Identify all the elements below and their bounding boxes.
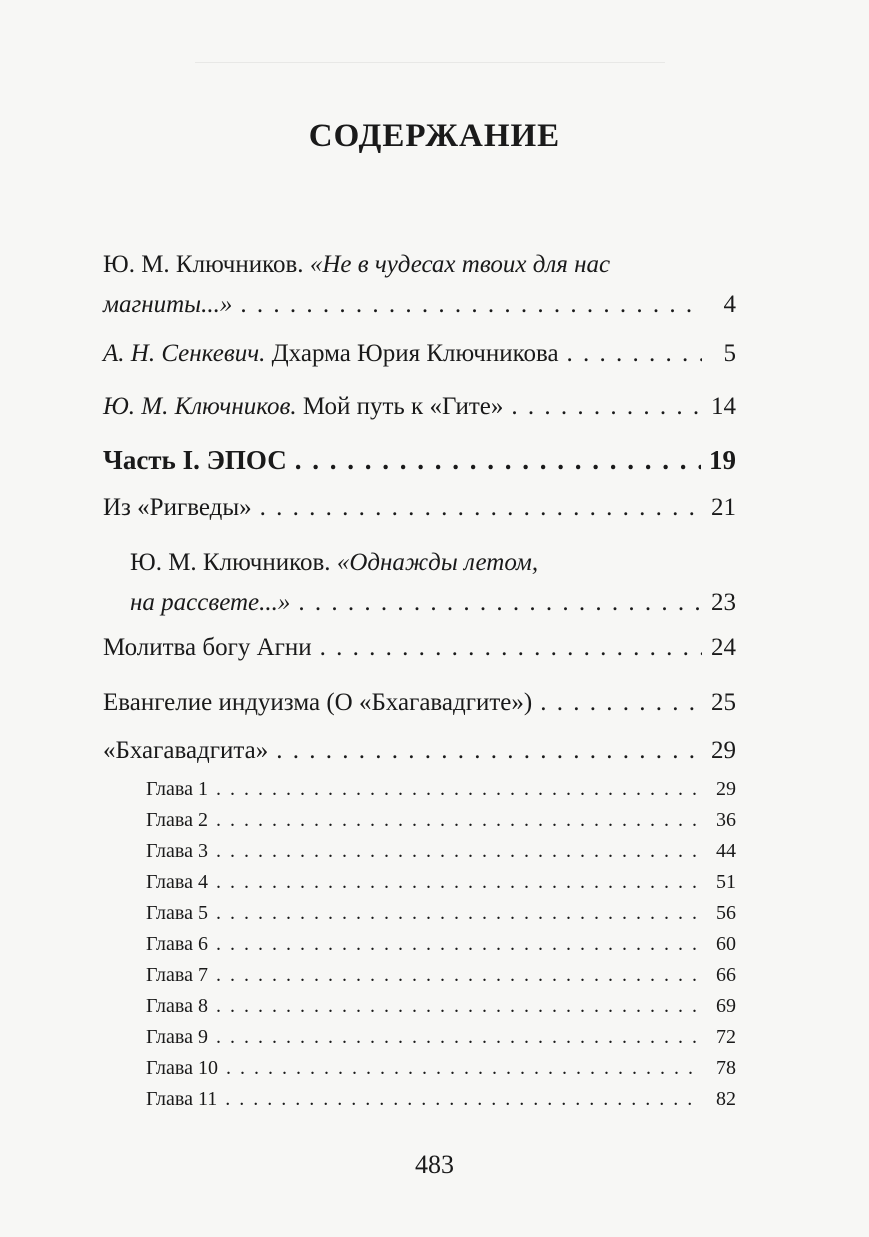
toc-entry[interactable] bbox=[103, 245, 736, 325]
chapter-title: Глава 9 bbox=[146, 1026, 208, 1048]
toc-title: Молитва богу Агни bbox=[103, 634, 312, 661]
toc-chapter[interactable] bbox=[146, 991, 736, 1021]
dot-leader bbox=[567, 334, 702, 374]
toc-page-number: 4 bbox=[723, 291, 736, 318]
chapter-title: Глава 4 bbox=[146, 871, 208, 893]
toc-entry[interactable] bbox=[103, 731, 736, 771]
dot-leader bbox=[216, 867, 702, 897]
toc-title: Мой путь к «Гите» bbox=[302, 393, 504, 420]
toc-chapter[interactable] bbox=[146, 805, 736, 835]
toc-author: А. Н. Сенкевич. bbox=[103, 340, 266, 367]
chapter-page-number: 36 bbox=[716, 809, 736, 831]
toc-page-number: 5 bbox=[723, 340, 736, 367]
page-title: СОДЕРЖАНИЕ bbox=[308, 118, 561, 154]
chapter-page-number: 44 bbox=[716, 840, 736, 862]
toc-title: Евангелие индуизма (О «Бхагавадгите») bbox=[103, 689, 533, 716]
dot-leader bbox=[260, 488, 702, 528]
chapter-page-number: 66 bbox=[716, 964, 736, 986]
bleed-through-mark bbox=[195, 62, 665, 77]
dot-leader bbox=[216, 774, 702, 804]
toc-entry[interactable] bbox=[103, 387, 736, 427]
toc-chapter[interactable] bbox=[146, 929, 736, 959]
toc-chapter[interactable] bbox=[146, 1022, 736, 1052]
dot-leader bbox=[216, 898, 702, 928]
toc-title-cont: на рассвете...» bbox=[130, 589, 291, 616]
toc-title: Дхарма Юрия Ключникова bbox=[271, 340, 559, 367]
chapter-page-number: 56 bbox=[716, 902, 736, 924]
chapter-page-number: 72 bbox=[716, 1026, 736, 1048]
chapter-title: Глава 2 bbox=[146, 809, 208, 831]
toc-entry[interactable] bbox=[103, 628, 736, 668]
toc-title: «Не в чудесах твоих для нас bbox=[309, 251, 611, 278]
chapter-page-number: 60 bbox=[716, 933, 736, 955]
toc-chapter[interactable] bbox=[146, 1084, 736, 1114]
toc-author: Ю. М. Ключников. bbox=[103, 393, 297, 420]
toc-title: «Бхагавадгита» bbox=[103, 737, 269, 764]
toc-chapter[interactable] bbox=[146, 960, 736, 990]
toc-page-number: 24 bbox=[711, 634, 736, 661]
toc-title-cont: магниты...» bbox=[103, 291, 233, 318]
dot-leader bbox=[320, 628, 702, 668]
chapter-page-number: 29 bbox=[716, 778, 736, 800]
toc-chapter[interactable] bbox=[146, 836, 736, 866]
chapter-title: Глава 10 bbox=[146, 1057, 218, 1079]
toc-chapter[interactable] bbox=[146, 774, 736, 804]
toc-chapter[interactable] bbox=[146, 1053, 736, 1083]
toc-page-number: 21 bbox=[711, 494, 736, 521]
chapter-title: Глава 3 bbox=[146, 840, 208, 862]
toc-entry[interactable] bbox=[130, 543, 736, 623]
toc-author: Ю. М. Ключников. bbox=[130, 549, 331, 576]
chapter-title: Глава 1 bbox=[146, 778, 208, 800]
chapter-page-number: 78 bbox=[716, 1057, 736, 1079]
toc-chapter[interactable] bbox=[146, 867, 736, 897]
toc-page-number: 29 bbox=[711, 737, 736, 764]
dot-leader bbox=[216, 836, 702, 866]
toc-page-number: 25 bbox=[711, 689, 736, 716]
dot-leader bbox=[240, 285, 702, 325]
page-number: 483 bbox=[415, 1150, 454, 1179]
dot-leader bbox=[216, 929, 702, 959]
chapter-title: Глава 7 bbox=[146, 964, 208, 986]
toc-chapter[interactable] bbox=[146, 898, 736, 928]
dot-leader bbox=[216, 805, 702, 835]
dot-leader bbox=[511, 387, 702, 427]
chapter-title: Глава 6 bbox=[146, 933, 208, 955]
dot-leader bbox=[225, 1084, 702, 1114]
dot-leader bbox=[276, 731, 702, 771]
toc-page-number: 19 bbox=[709, 445, 736, 475]
chapter-title: Глава 5 bbox=[146, 902, 208, 924]
chapter-page-number: 69 bbox=[716, 995, 736, 1017]
chapter-title: Глава 8 bbox=[146, 995, 208, 1017]
dot-leader bbox=[540, 683, 702, 723]
dot-leader bbox=[226, 1053, 702, 1083]
dot-leader bbox=[216, 991, 702, 1021]
dot-leader bbox=[295, 440, 701, 480]
toc-entry[interactable] bbox=[103, 334, 736, 374]
toc-title: «Однажды летом, bbox=[336, 549, 539, 576]
toc-author: Ю. М. Ключников. bbox=[103, 251, 304, 278]
dot-leader bbox=[298, 583, 702, 623]
toc-title: Часть I. ЭПОС bbox=[103, 445, 287, 475]
toc-part-heading[interactable] bbox=[103, 440, 736, 480]
toc-entry[interactable] bbox=[103, 488, 736, 528]
dot-leader bbox=[216, 1022, 702, 1052]
toc-page-number: 23 bbox=[711, 589, 736, 616]
chapter-page-number: 51 bbox=[716, 871, 736, 893]
toc-entry[interactable] bbox=[103, 683, 736, 723]
chapter-page-number: 82 bbox=[716, 1088, 736, 1110]
toc-title: Из «Ригведы» bbox=[103, 494, 252, 521]
toc-page-number: 14 bbox=[711, 393, 736, 420]
chapter-title: Глава 11 bbox=[146, 1088, 218, 1110]
dot-leader bbox=[216, 960, 702, 990]
